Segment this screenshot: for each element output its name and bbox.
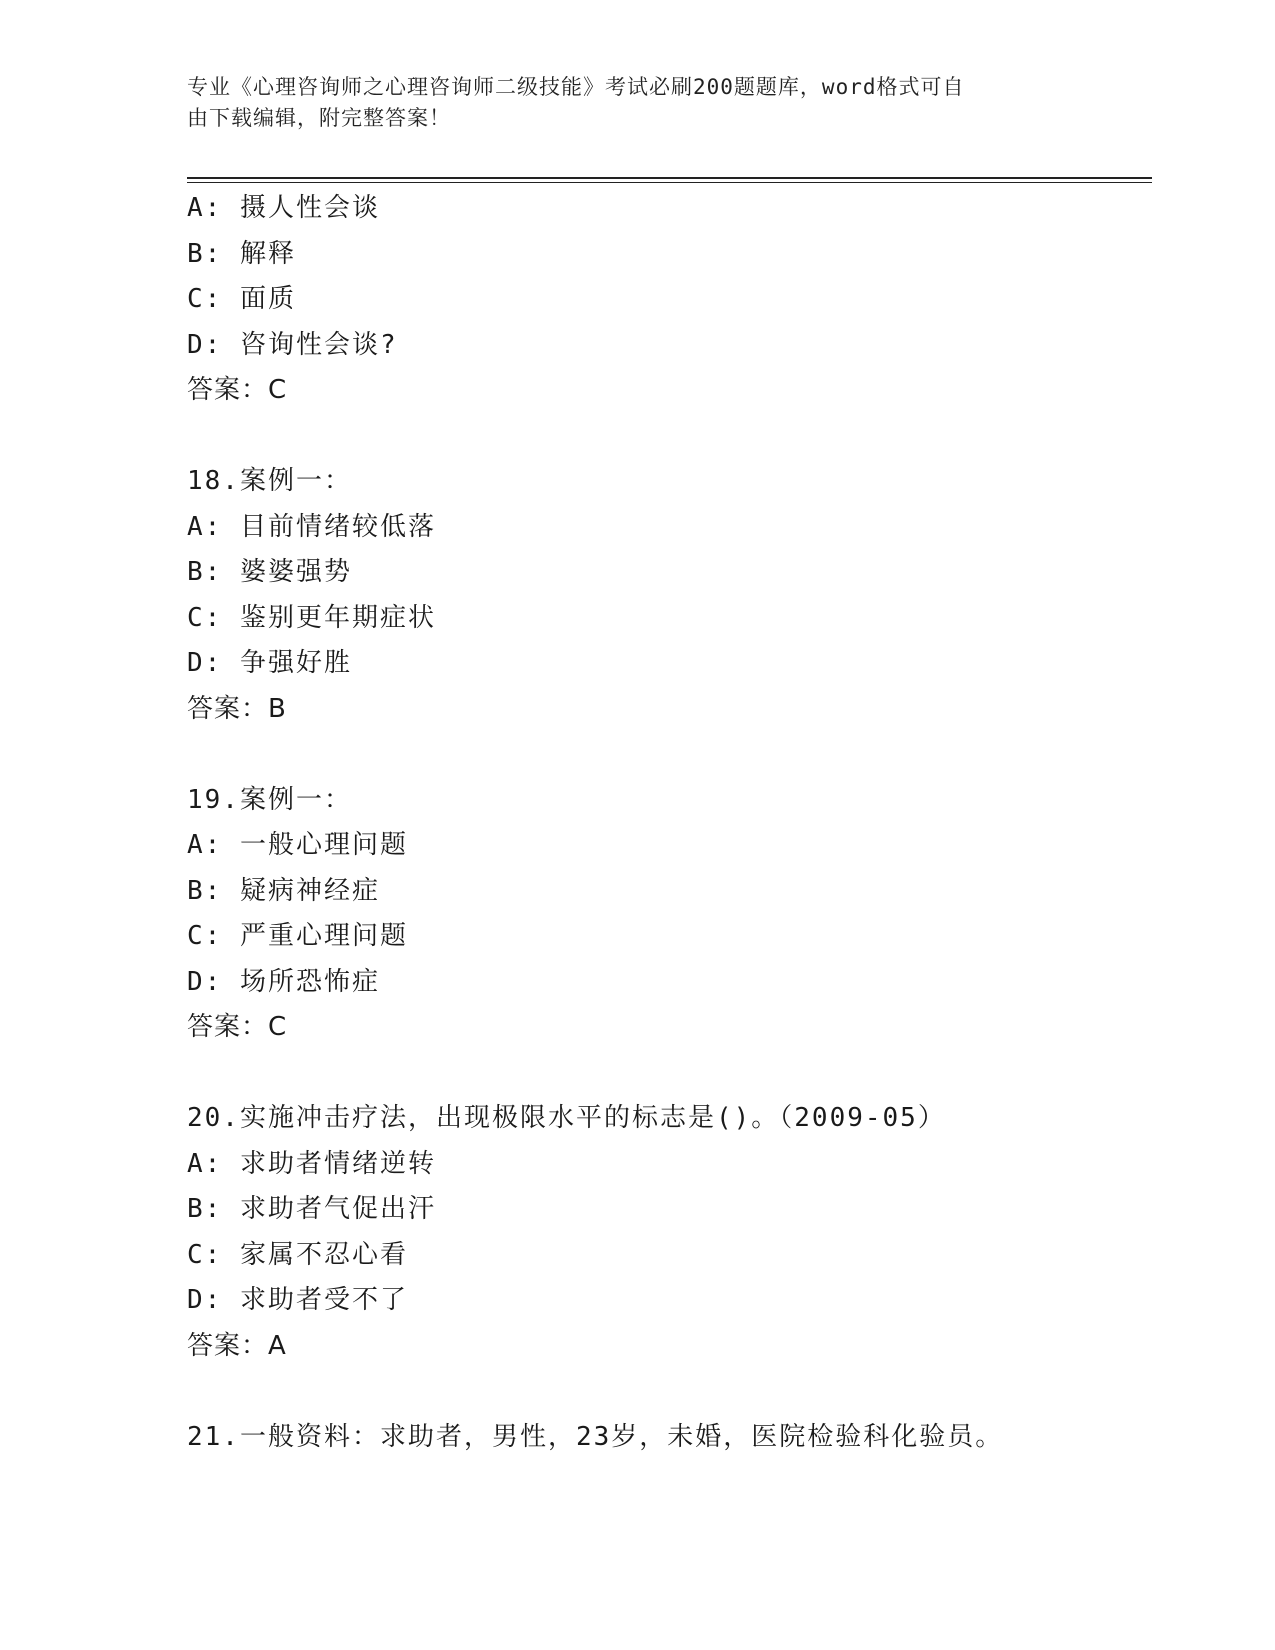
spacer	[187, 414, 1147, 460]
option-a: A: 求助者情绪逆转	[187, 1148, 436, 1179]
option-a: A: 一般心理问题	[187, 830, 408, 860]
question-stem: 19.案例一：	[187, 784, 352, 815]
option-c: C: 面质	[187, 284, 296, 314]
option-b: B: 解释	[187, 238, 296, 269]
option-d: D: 求助者受不了	[187, 1285, 408, 1315]
question-block-19	[187, 778, 1147, 1051]
answer-line: 答案：C	[187, 375, 288, 405]
document-header	[187, 72, 1067, 134]
option-b: B: 婆婆强势	[187, 557, 352, 587]
spacer	[187, 1051, 1147, 1097]
option-d: D: 咨询性会谈?	[187, 329, 398, 360]
option-b: B: 疑病神经症	[187, 875, 380, 906]
spacer	[187, 732, 1147, 778]
spacer	[187, 1369, 1147, 1415]
question-block-17	[187, 186, 1147, 414]
question-list	[187, 186, 1147, 1460]
option-d: D: 场所恐怖症	[187, 966, 380, 997]
option-c: C: 鉴别更年期症状	[187, 602, 436, 633]
option-b: B: 求助者气促出汗	[187, 1194, 436, 1224]
option-c: C: 家属不忍心看	[187, 1239, 408, 1270]
option-d: D: 争强好胜	[187, 648, 352, 678]
header-rule-thick	[187, 177, 1152, 179]
option-a: A: 摄人性会谈	[187, 193, 380, 223]
question-stem: 21.一般资料：求助者，男性，23岁，未婚，医院检验科化验员。	[187, 1421, 1004, 1452]
question-block-21	[187, 1415, 1147, 1461]
header-rule-thin	[187, 182, 1152, 183]
answer-line: 答案：B	[187, 693, 287, 724]
question-block-18	[187, 459, 1147, 732]
option-a: A: 目前情绪较低落	[187, 511, 436, 542]
header-line-1: 专业《心理咨询师之心理咨询师二级技能》考试必刷200题题库，word格式可自	[187, 75, 965, 99]
header-line-2: 由下载编辑，附完整答案！	[187, 106, 451, 130]
question-stem: 18.案例一：	[187, 466, 352, 496]
option-c: C: 严重心理问题	[187, 921, 408, 951]
question-block-20	[187, 1096, 1147, 1369]
answer-line: 答案：C	[187, 1012, 288, 1042]
answer-line: 答案：A	[187, 1330, 287, 1361]
question-stem: 20.实施冲击疗法，出现极限水平的标志是()。（2009-05）	[187, 1103, 946, 1133]
